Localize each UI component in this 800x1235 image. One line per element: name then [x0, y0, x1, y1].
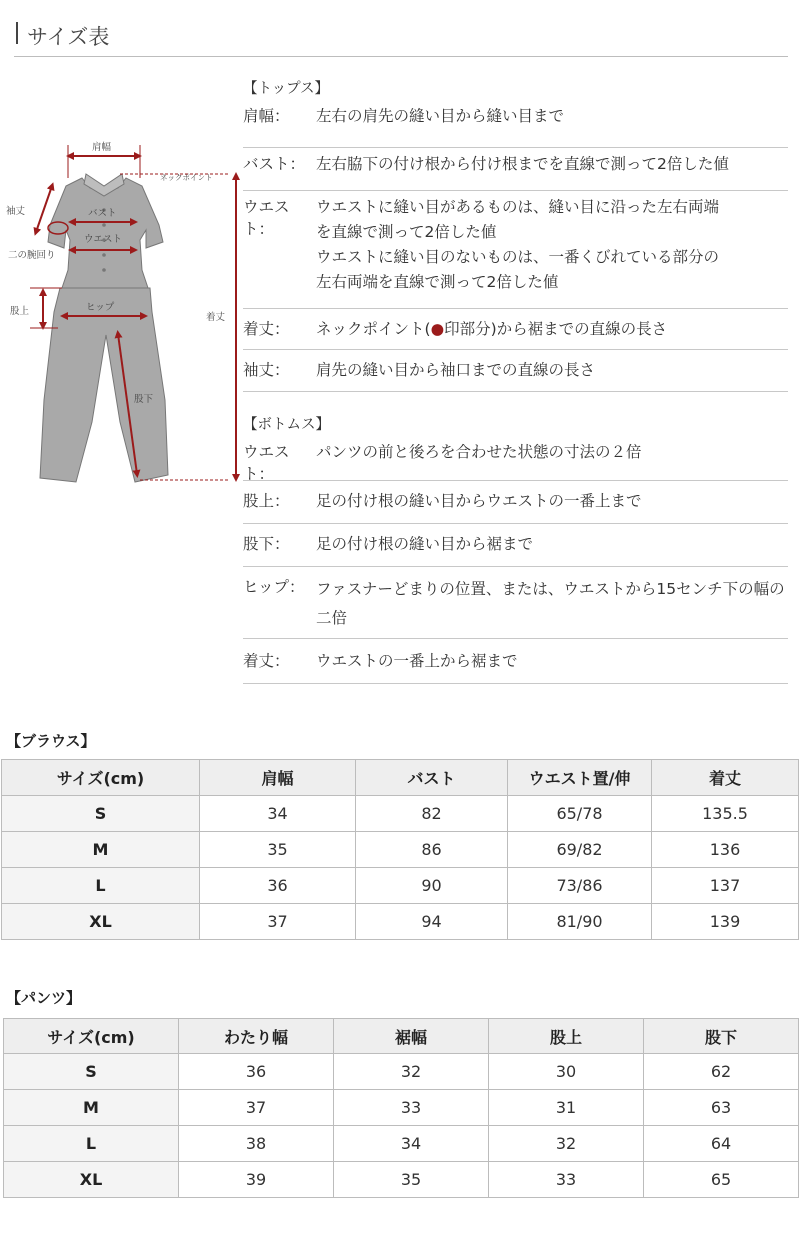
table-cell: 39: [179, 1162, 334, 1198]
table-cell: 36: [200, 868, 356, 904]
table-cell: 139: [652, 904, 799, 940]
def-key: ウエスト：: [243, 443, 290, 483]
table-row: [4, 1162, 799, 1198]
column-header: 股上: [489, 1019, 644, 1054]
def-key: ヒップ：: [243, 578, 305, 596]
def-value: ウエストの一番上から裾まで: [316, 652, 518, 670]
def-row: [243, 104, 788, 148]
column-header: ウエスト置/伸: [508, 760, 652, 796]
table-cell: 37: [179, 1090, 334, 1126]
def-value: 足の付け根の縫い目から裾まで: [316, 535, 534, 553]
column-header: バスト: [356, 760, 508, 796]
label-length: 着丈: [206, 312, 226, 323]
neck-point-marker-icon: ●: [430, 320, 445, 338]
blouse-size-table: [1, 759, 799, 940]
table-cell: 33: [489, 1162, 644, 1198]
table-cell: 35: [334, 1162, 489, 1198]
def-value: ネックポイント(●印部分)から裾までの直線の長さ: [316, 320, 668, 338]
table-cell: 32: [489, 1126, 644, 1162]
label-rise: 股上: [10, 306, 30, 317]
def-row: [243, 191, 788, 309]
def-value: 左右脇下の付け根から付け根までを直線で測って2倍した値: [316, 155, 729, 173]
def-key: 股下：: [243, 535, 290, 553]
label-waist: ウエスト: [84, 234, 123, 245]
table-cell: 81/90: [508, 904, 652, 940]
table-cell: 65: [644, 1162, 799, 1198]
table-cell: 90: [356, 868, 508, 904]
column-header: サイズ(cm): [2, 760, 200, 796]
def-value: パンツの前と後ろを合わせた状態の寸法の２倍: [316, 443, 642, 461]
def-key: 肩幅：: [243, 107, 290, 125]
size-cell: M: [4, 1090, 179, 1126]
table-cell: 82: [356, 796, 508, 832]
table-cell: 30: [489, 1054, 644, 1090]
size-cell: S: [2, 796, 200, 832]
table-header-row: [2, 760, 799, 796]
table-cell: 94: [356, 904, 508, 940]
size-cell: S: [4, 1054, 179, 1090]
def-row: [243, 309, 788, 350]
measurement-definitions: [243, 76, 788, 684]
table-row: [2, 796, 799, 832]
table-cell: 37: [200, 904, 356, 940]
table-cell: 65/78: [508, 796, 652, 832]
table-cell: 136: [652, 832, 799, 868]
def-row: [243, 639, 788, 684]
table-cell: 64: [644, 1126, 799, 1162]
size-cell: L: [4, 1126, 179, 1162]
table-cell: 73/86: [508, 868, 652, 904]
table-cell: 34: [334, 1126, 489, 1162]
column-header: 股下: [644, 1019, 799, 1054]
def-row: [243, 481, 788, 524]
table-cell: 38: [179, 1126, 334, 1162]
title-bar-accent: [16, 22, 18, 44]
def-value: ウエストに縫い目があるものは、縫い目に沿った左右両端 を直線で測って2倍した値 ウエストに縫い目のないものは、一番くびれている部分の 左右両端を直線で測って2倍した値: [316, 198, 720, 291]
table-header-row: [4, 1019, 799, 1054]
table-cell: 34: [200, 796, 356, 832]
def-key: 股上：: [243, 492, 290, 510]
size-cell: L: [2, 868, 200, 904]
label-hip: ヒップ: [86, 302, 115, 313]
size-cell: M: [2, 832, 200, 868]
table-cell: 32: [334, 1054, 489, 1090]
def-value: 足の付け根の縫い目からウエストの一番上まで: [316, 492, 642, 510]
table-cell: 31: [489, 1090, 644, 1126]
def-key: 着丈：: [243, 320, 290, 338]
def-value: ファスナーどまりの位置、または、ウエストから15センチ下の幅の 二倍: [316, 580, 785, 627]
label-sleeve: 袖丈: [6, 206, 26, 217]
tops-heading: 【トップス】: [243, 81, 329, 97]
column-header: わたり幅: [179, 1019, 334, 1054]
table-row: [2, 832, 799, 868]
table-cell: 135.5: [652, 796, 799, 832]
label-shoulder: 肩幅: [92, 142, 112, 153]
table-cell: 35: [200, 832, 356, 868]
table-cell: 137: [652, 868, 799, 904]
page-header: [14, 18, 788, 57]
table-row: [4, 1090, 799, 1126]
pants-shape: [40, 288, 168, 482]
measurement-diagram: [0, 130, 240, 490]
page-title: サイズ表: [27, 25, 110, 49]
def-key: ウエスト：: [243, 198, 290, 238]
column-header: 着丈: [652, 760, 799, 796]
bottoms-heading: 【ボトムス】: [243, 417, 330, 433]
label-neck-point: ネックポイント: [160, 173, 213, 182]
table-cell: 62: [644, 1054, 799, 1090]
table-row: [2, 904, 799, 940]
column-header: サイズ(cm): [4, 1019, 179, 1054]
def-row: [243, 148, 788, 191]
pants-size-table: [3, 1018, 799, 1198]
def-row: [243, 440, 788, 481]
def-row: [243, 524, 788, 567]
column-header: 肩幅: [200, 760, 356, 796]
size-cell: XL: [4, 1162, 179, 1198]
def-value: 左右の肩先の縫い目から縫い目まで: [316, 107, 565, 125]
table-row: [4, 1126, 799, 1162]
table-cell: 86: [356, 832, 508, 868]
pants-table-title: 【パンツ】: [6, 989, 82, 1007]
label-bust: バスト: [88, 208, 117, 219]
table-cell: 36: [179, 1054, 334, 1090]
def-row: [243, 350, 788, 392]
size-cell: XL: [2, 904, 200, 940]
def-key: 袖丈：: [243, 361, 290, 379]
label-upper-arm: 二の腕回り: [8, 250, 56, 261]
column-header: 裾幅: [334, 1019, 489, 1054]
table-cell: 63: [644, 1090, 799, 1126]
table-row: [2, 868, 799, 904]
def-value: 肩先の縫い目から袖口までの直線の長さ: [316, 361, 596, 379]
def-key: バスト：: [243, 155, 306, 173]
table-cell: 69/82: [508, 832, 652, 868]
def-key: 着丈：: [243, 652, 290, 670]
table-cell: 33: [334, 1090, 489, 1126]
blouse-table-title: 【ブラウス】: [6, 732, 96, 750]
def-row: [243, 567, 788, 639]
label-inseam: 股下: [134, 394, 154, 405]
table-row: [4, 1054, 799, 1090]
